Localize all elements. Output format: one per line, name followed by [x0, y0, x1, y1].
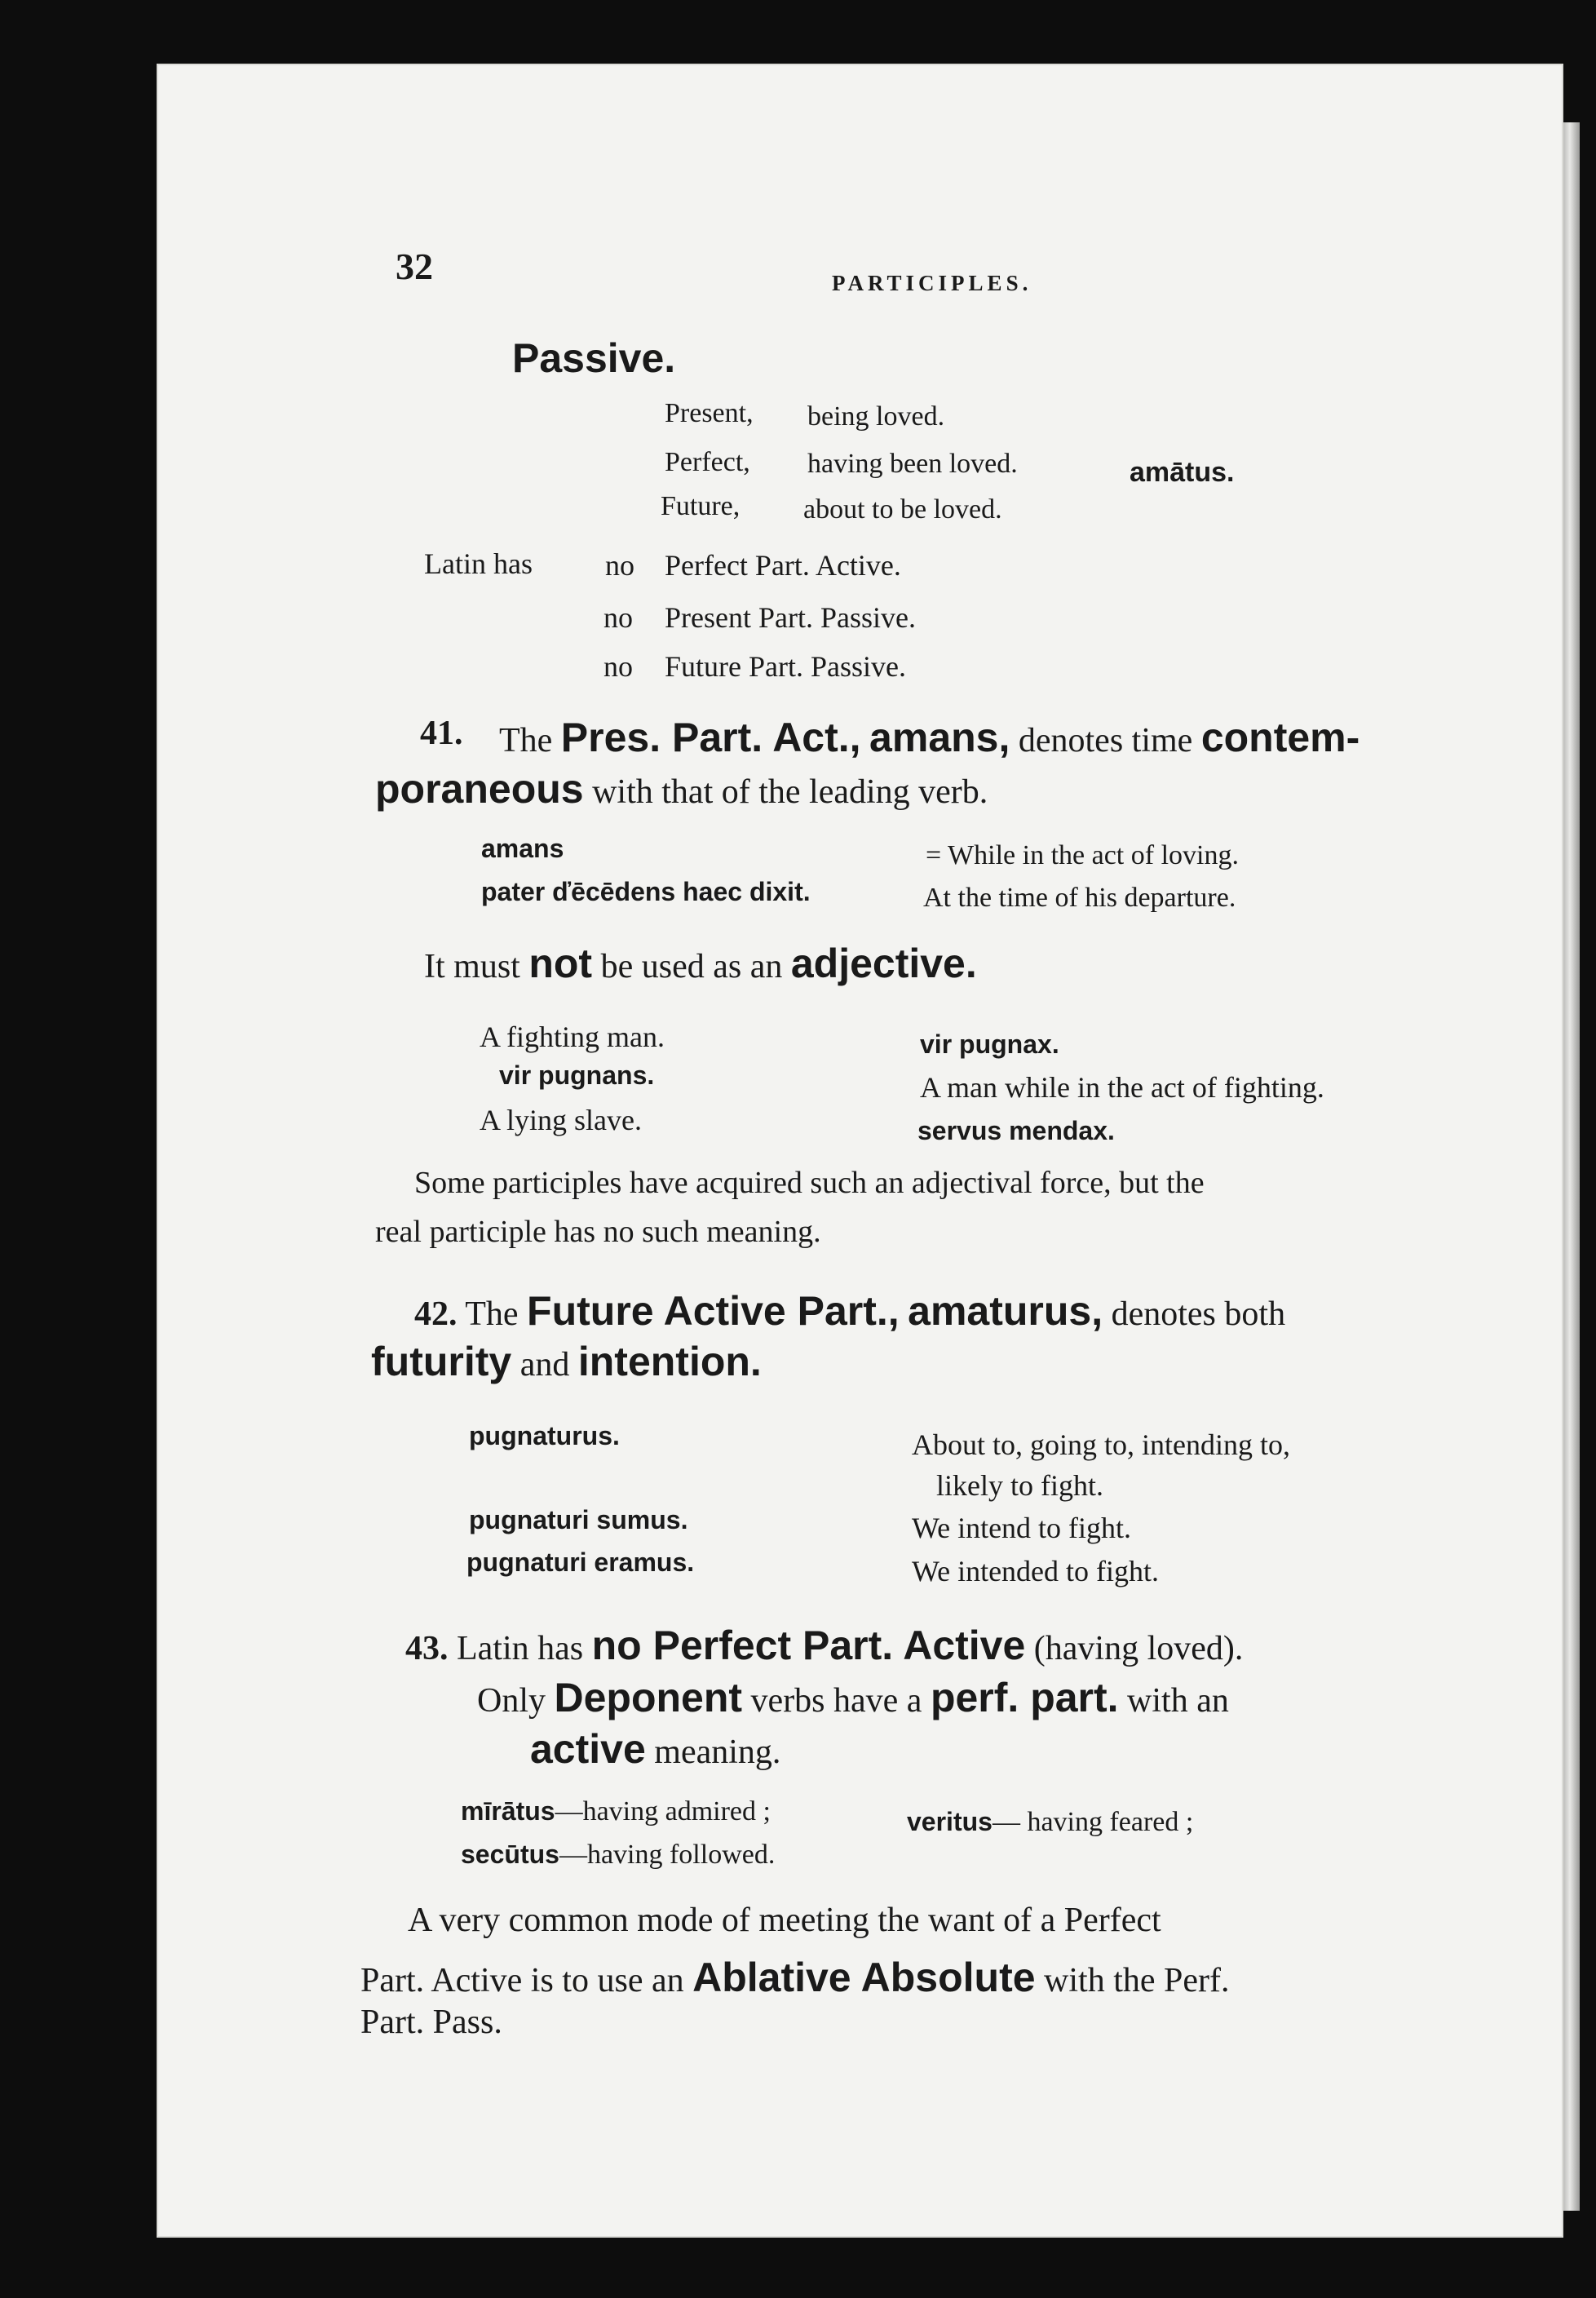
example-latin: veritus [907, 1807, 993, 1836]
tense-meaning: about to be loved. [803, 494, 1002, 525]
closing-line [360, 1954, 1230, 2001]
perfect-form: amātus. [1130, 457, 1235, 488]
no-word: no [605, 549, 634, 582]
text-the: The [465, 1295, 519, 1333]
section-43-line2 [477, 1674, 1229, 1721]
example-latin: pugnaturus. [469, 1421, 620, 1450]
example-latin: pater ďēcēdens haec dixit. [481, 877, 811, 906]
term-poraneous: poraneous [375, 766, 584, 812]
adj-example-left: vir pugnans. [499, 1060, 655, 1090]
adj-example-right: A man while in the act of fighting. [920, 1071, 1324, 1104]
term-active: active [530, 1726, 646, 1772]
text: with the Perf. [1044, 1962, 1230, 1999]
text-and: and [519, 1346, 570, 1384]
no-word: no [603, 650, 633, 683]
passive-heading: Passive. [512, 335, 676, 381]
deponent-example [907, 1807, 1193, 1838]
example-english: likely to fight. [936, 1469, 1103, 1502]
section-number: 43. [405, 1630, 449, 1667]
note-line: real participle has no such meaning. [375, 1215, 821, 1249]
tense-meaning: having been loved. [807, 449, 1018, 479]
text: Part. Active is to use an [360, 1962, 684, 1999]
tense-meaning: being loved. [807, 401, 945, 432]
example-english: We intended to fight. [912, 1555, 1160, 1587]
example-english: At the time of his departure. [923, 883, 1236, 913]
tense-label: Present, [665, 398, 754, 428]
example-latin: secūtus [461, 1840, 559, 1869]
tense-label: Future, [661, 491, 741, 521]
latin-has-lead: Latin has [424, 547, 533, 580]
term-no-perfect-part-active: no Perfect Part. Active [591, 1623, 1026, 1668]
deponent-example [461, 1840, 775, 1871]
term-future-active-part: Future Active Part., [527, 1288, 900, 1334]
missing-participle: Present Part. Passive. [665, 601, 916, 634]
example-english: We intend to fight. [912, 1512, 1132, 1544]
page-edge [1563, 122, 1580, 2211]
text: with an [1127, 1682, 1229, 1720]
adj-example-left: A fighting man. [480, 1021, 665, 1053]
no-word: no [603, 601, 633, 634]
adj-example-right: vir pugnax. [920, 1029, 1059, 1059]
example-latin: mīrātus [461, 1796, 555, 1826]
emphasis-adjective: adjective. [790, 941, 977, 986]
example-english: —having admired ; [555, 1796, 771, 1826]
section-number: 42. [414, 1295, 458, 1333]
example-latin: pugnaturi sumus. [469, 1505, 688, 1534]
closing-line: A very common mode of meeting the want of a Perfect [408, 1902, 1161, 1939]
text-paren: (having loved). [1033, 1630, 1244, 1667]
page-number: 32 [396, 246, 433, 287]
term-ablative-absolute: Ablative Absolute [692, 1955, 1036, 2000]
tense-label: Perfect, [665, 447, 750, 477]
form-amaturus: amaturus, [908, 1288, 1103, 1334]
example-english: = While in the act of loving. [926, 840, 1239, 870]
missing-participle: Future Part. Passive. [665, 650, 906, 683]
text: verbs have a [750, 1682, 922, 1720]
example-english: — having feared ; [992, 1807, 1194, 1837]
example-latin: pugnaturi eramus. [466, 1547, 695, 1577]
text: It must [424, 948, 520, 985]
text-meaning: meaning. [654, 1733, 781, 1771]
emphasis-not: not [528, 941, 593, 986]
term-deponent: Deponent [554, 1675, 743, 1720]
example-english: —having followed. [559, 1840, 776, 1870]
adjective-warning [424, 940, 977, 987]
section-number: 41. [420, 715, 463, 752]
section-41-line1 [499, 714, 1359, 761]
text-denotes: denotes time [1018, 722, 1193, 759]
adj-example-right: servus mendax. [917, 1116, 1115, 1145]
section-42-line2 [371, 1338, 762, 1385]
term-perf-part: perf. part. [930, 1675, 1119, 1720]
section-42-line1 [414, 1287, 1285, 1335]
closing-line: Part. Pass. [360, 2004, 502, 2041]
term-contem: contem- [1200, 715, 1360, 760]
text-denotes: denotes both [1111, 1295, 1286, 1333]
text-the: The [499, 722, 553, 759]
example-latin: amans [481, 834, 564, 863]
note-line: Some participles have acquired such an adjectival force, but the [414, 1166, 1205, 1200]
term-futurity: futurity [371, 1339, 512, 1384]
deponent-example [461, 1796, 771, 1827]
text-rest: with that of the leading verb. [592, 773, 988, 811]
form-amans: amans, [869, 715, 1010, 760]
text: be used as an [600, 948, 783, 985]
section-41-number [420, 714, 463, 753]
term-intention: intention. [577, 1339, 762, 1384]
term-pres-part-act: Pres. Part. Act., [560, 715, 861, 760]
example-english: About to, going to, intending to, [912, 1428, 1290, 1461]
missing-participle: Perfect Part. Active. [665, 549, 901, 582]
running-title: PARTICIPLES. [832, 271, 1032, 295]
text: Latin has [457, 1630, 584, 1667]
section-43-line1 [405, 1622, 1243, 1669]
text-only: Only [477, 1682, 546, 1720]
section-43-line3 [530, 1725, 780, 1773]
section-41-line2 [375, 765, 988, 812]
adj-example-left: A lying slave. [480, 1104, 642, 1136]
